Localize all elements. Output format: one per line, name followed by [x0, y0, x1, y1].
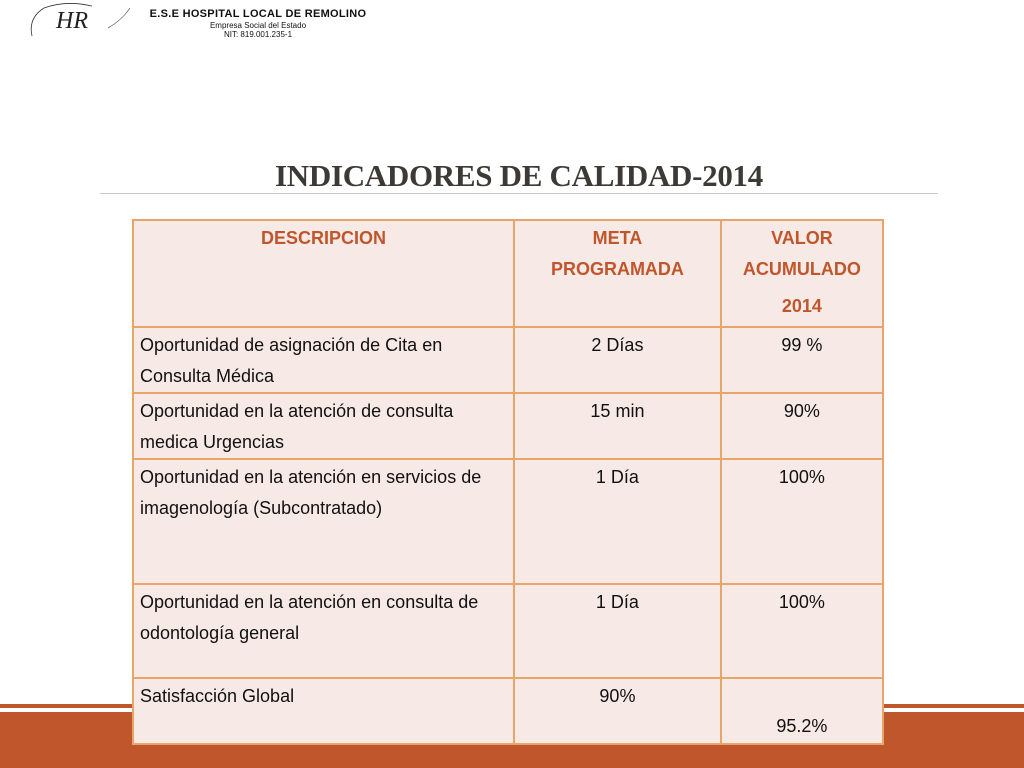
cell-meta: 90% — [514, 678, 721, 744]
cell-descripcion: Oportunidad en la atención de consulta medica Urgencias — [133, 393, 514, 459]
cell-valor: 100% — [721, 584, 883, 678]
table-row — [133, 584, 883, 678]
cell-valor: 100% — [721, 459, 883, 584]
title-divider — [100, 193, 938, 194]
cell-valor — [721, 678, 883, 744]
cell-descripcion: Satisfacción Global — [133, 678, 514, 744]
header-valor — [721, 220, 883, 327]
cell-valor-text: 95.2% — [776, 716, 828, 736]
org-name: E.S.E HOSPITAL LOCAL DE REMOLINO — [149, 8, 367, 20]
cell-descripcion: Oportunidad en la atención en servicios de imagenología (Subcontratado) — [133, 459, 514, 584]
org-subtitle: Empresa Social del Estado — [209, 21, 307, 30]
header-valor-year: 2014 — [781, 296, 822, 316]
cell-meta: 1 Día — [514, 584, 721, 678]
cell-descripcion: Oportunidad en la atención en consulta de odontología general — [133, 584, 514, 678]
cell-meta: 15 min — [514, 393, 721, 459]
table-header-row — [133, 220, 883, 327]
org-nit: NIT: 819.001.235-1 — [223, 30, 293, 39]
org-header — [148, 8, 368, 39]
header-descripcion: DESCRIPCION — [133, 220, 514, 327]
cell-valor: 99 % — [721, 327, 883, 393]
hospital-logo — [26, 2, 146, 40]
table-row — [133, 459, 883, 584]
page-title: INDICADORES DE CALIDAD-2014 — [275, 158, 763, 193]
table-row — [133, 327, 883, 393]
table-row — [133, 393, 883, 459]
quality-indicators-table — [132, 219, 884, 745]
header-meta — [514, 220, 721, 327]
header-valor-line1: VALOR — [771, 228, 833, 248]
header-valor-line2: ACUMULADO — [742, 259, 861, 279]
table-row — [133, 678, 883, 744]
hospital-logo-graphic — [26, 2, 146, 40]
header-meta-line1: META — [592, 228, 643, 248]
cell-valor: 90% — [721, 393, 883, 459]
cell-meta: 2 Días — [514, 327, 721, 393]
cell-descripcion: Oportunidad de asignación de Cita en Consulta Médica — [133, 327, 514, 393]
logo-initials: HR — [56, 8, 88, 34]
header-meta-line2: PROGRAMADA — [550, 259, 684, 279]
cell-meta: 1 Día — [514, 459, 721, 584]
